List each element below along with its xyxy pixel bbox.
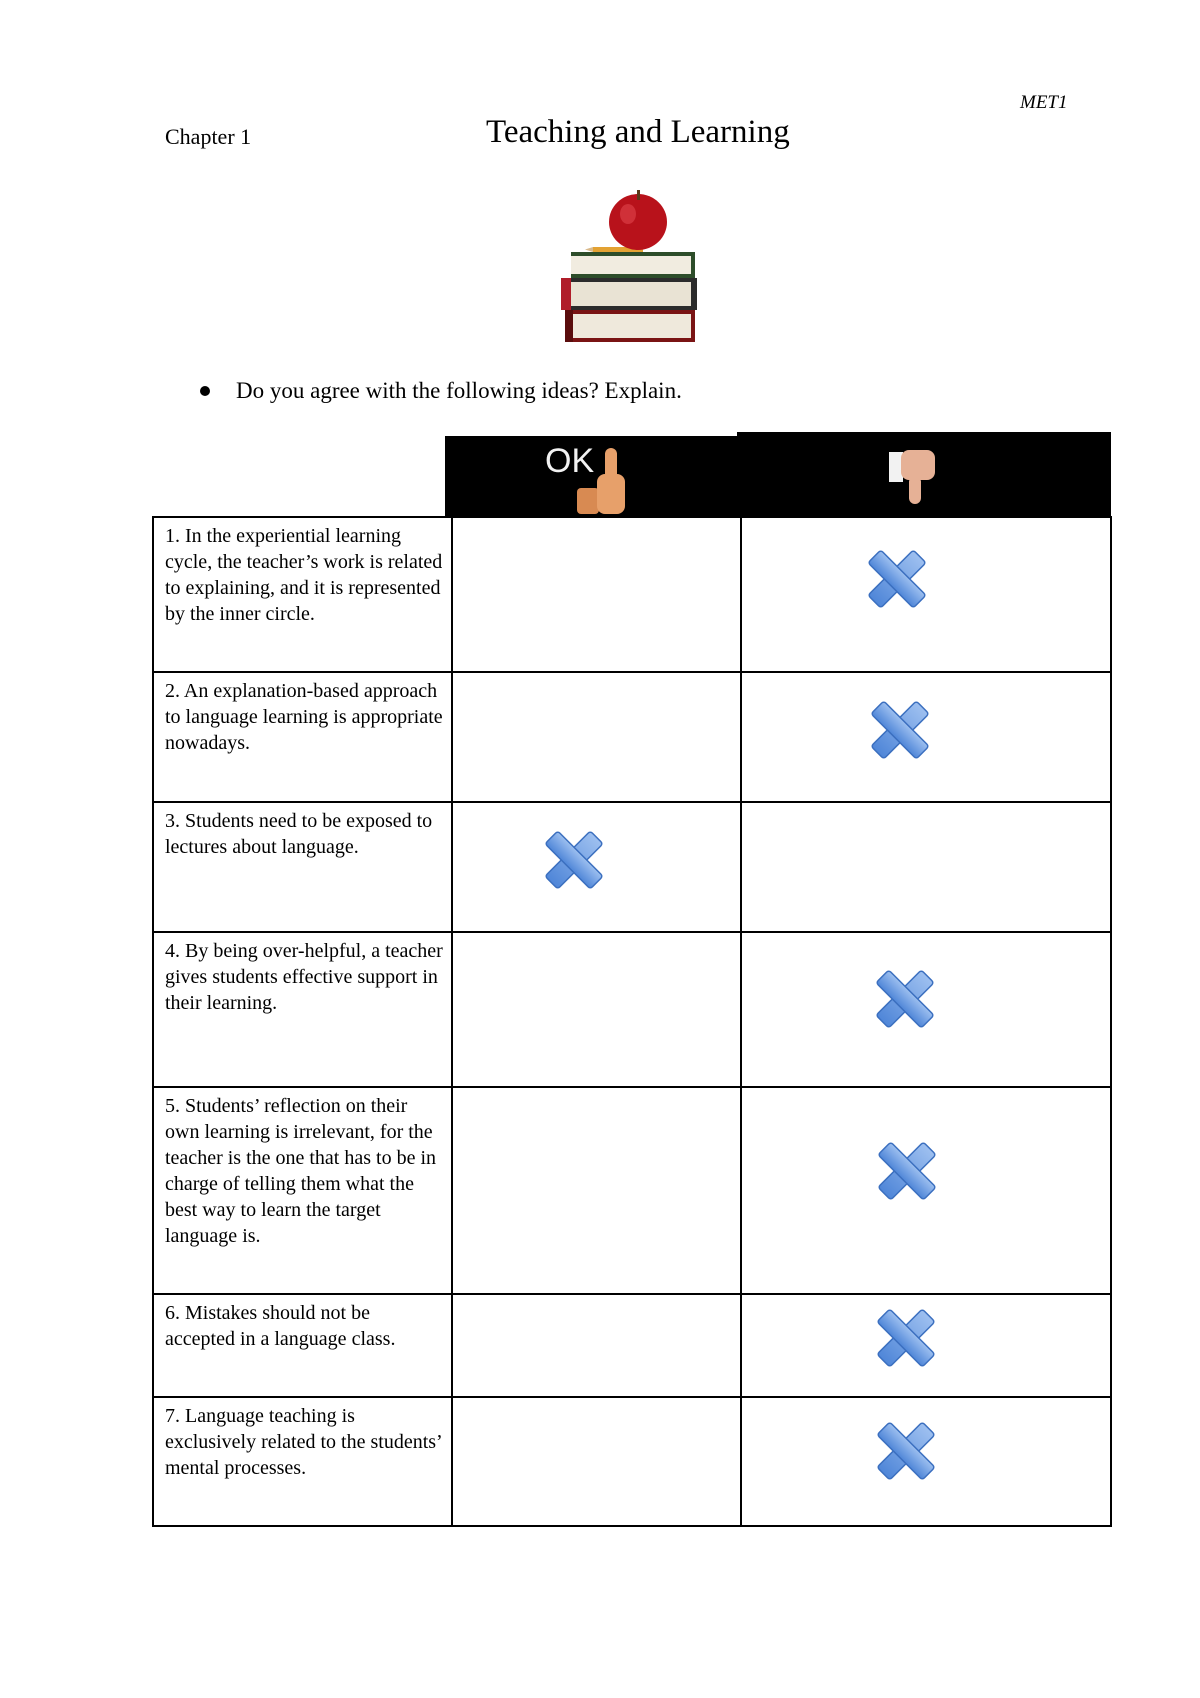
thumbs-down-icon	[737, 432, 1111, 518]
agree-cell[interactable]	[452, 932, 741, 1087]
x-mark-icon	[867, 697, 933, 763]
agree-cell[interactable]	[452, 1087, 741, 1294]
disagree-cell[interactable]	[741, 517, 1111, 672]
bullet-icon	[200, 386, 210, 396]
disagree-cell[interactable]	[741, 1397, 1111, 1526]
statement-text: 6. Mistakes should not be accepted in a language class.	[153, 1294, 452, 1397]
table-row	[153, 1087, 1111, 1294]
agree-cell[interactable]	[452, 517, 741, 672]
statements-table	[152, 516, 1112, 1527]
thumbs-up-ok-icon	[445, 436, 737, 516]
x-mark-icon	[872, 966, 938, 1032]
statement-text: 1. In the experiential learning cycle, the teacher’s work is related to explaining, and it is represented by the inner circle.	[153, 517, 452, 672]
x-mark-icon	[873, 1305, 939, 1371]
disagree-cell[interactable]	[741, 1087, 1111, 1294]
table-row	[153, 802, 1111, 932]
instruction-text: Do you agree with the following ideas? Explain.	[236, 378, 682, 403]
x-mark-icon	[874, 1138, 940, 1204]
x-mark-icon	[864, 546, 930, 612]
chapter-label: Chapter 1	[165, 124, 252, 149]
agree-cell[interactable]	[452, 672, 741, 802]
statement-text: 7. Language teaching is exclusively related to the students’ mental processes.	[153, 1397, 452, 1526]
table-row	[153, 517, 1111, 672]
disagree-cell[interactable]	[741, 672, 1111, 802]
agree-cell[interactable]	[452, 1397, 741, 1526]
statement-text: 4. By being over-helpful, a teacher gives students effective support in their learning.	[153, 932, 452, 1087]
table-row	[153, 672, 1111, 802]
agree-cell[interactable]	[452, 1294, 741, 1397]
disagree-cell[interactable]	[741, 802, 1111, 932]
page-title: Teaching and Learning	[486, 114, 790, 150]
disagree-cell[interactable]	[741, 932, 1111, 1087]
disagree-column-header	[737, 432, 1111, 518]
statement-text: 5. Students’ reflection on their own learning is irrelevant, for the teacher is the one that has to be in charge of telling them what the best way to learn the target language is.	[153, 1087, 452, 1294]
table-row	[153, 1294, 1111, 1397]
x-mark-icon	[873, 1418, 939, 1484]
instruction-line	[200, 378, 682, 404]
x-mark-icon	[541, 827, 607, 893]
agree-column-header	[445, 436, 737, 516]
agree-cell[interactable]	[452, 802, 741, 932]
apple-on-books-image	[553, 190, 703, 350]
statement-text: 2. An explanation-based approach to language learning is appropriate nowadays.	[153, 672, 452, 802]
ok-label: OK	[545, 442, 595, 480]
document-tag: MET1	[1020, 92, 1068, 113]
table-row	[153, 1397, 1111, 1526]
disagree-cell[interactable]	[741, 1294, 1111, 1397]
table-row	[153, 932, 1111, 1087]
statement-text: 3. Students need to be exposed to lectures about language.	[153, 802, 452, 932]
